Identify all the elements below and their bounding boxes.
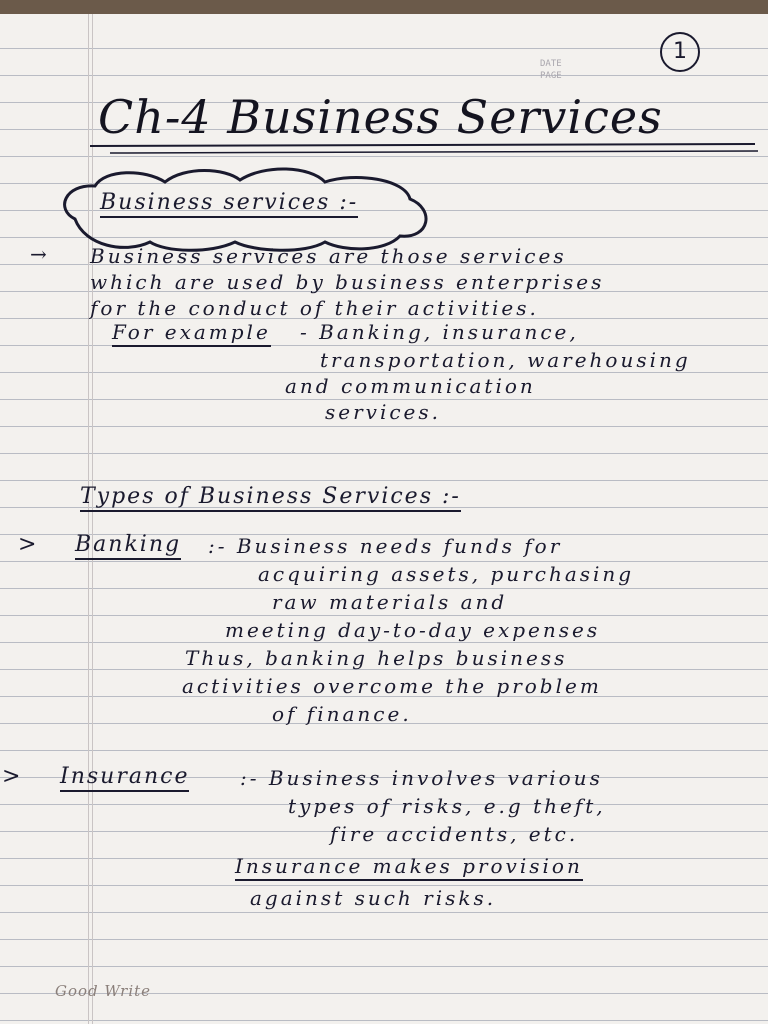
notebook-brand-logo: Good Write	[55, 982, 152, 1000]
types-heading: Types of Business Services :-	[80, 484, 461, 512]
insurance-line: types of risks, e.g theft,	[288, 794, 606, 818]
example-line: and communication	[285, 374, 536, 398]
page-label: PAGE	[540, 71, 562, 81]
insurance-line: :- Business involves various	[240, 766, 603, 790]
title-underline	[90, 142, 760, 156]
banking-line: raw materials and	[272, 590, 508, 614]
banking-line: acquiring assets, purchasing	[258, 562, 635, 586]
example-label: For example	[112, 320, 271, 347]
banking-line: :- Business needs funds for	[208, 534, 563, 558]
banking-line: Thus, banking helps business	[185, 646, 568, 670]
date-label: DATE	[540, 59, 562, 69]
insurance-label: Insurance	[60, 764, 189, 792]
insurance-line: Insurance makes provision	[235, 854, 583, 881]
definition-line: for the conduct of their activities.	[90, 296, 539, 320]
page-title: Ch-4 Business Services	[98, 90, 663, 144]
section-heading: Business services :-	[100, 190, 358, 218]
bullet-marker-icon: >	[18, 532, 39, 557]
banking-label: Banking	[75, 532, 181, 560]
example-line: transportation, warehousing	[320, 348, 691, 372]
banking-line: of finance.	[272, 702, 412, 726]
definition-line: Business services are those services	[90, 244, 567, 268]
example-line: services.	[325, 400, 442, 424]
insurance-line: against such risks.	[250, 886, 497, 910]
bullet-marker-icon: >	[2, 764, 23, 789]
definition-line: which are used by business enterprises	[90, 270, 605, 294]
banking-line: activities overcome the problem	[182, 674, 602, 698]
example-line: - Banking, insurance,	[300, 320, 579, 344]
date-page-box	[540, 58, 562, 82]
insurance-line: fire accidents, etc.	[330, 822, 579, 846]
banking-line: meeting day-to-day expenses	[225, 618, 601, 642]
page-number: 1	[660, 32, 700, 72]
arrow-icon: →	[30, 242, 50, 266]
notebook-page	[0, 14, 768, 1024]
